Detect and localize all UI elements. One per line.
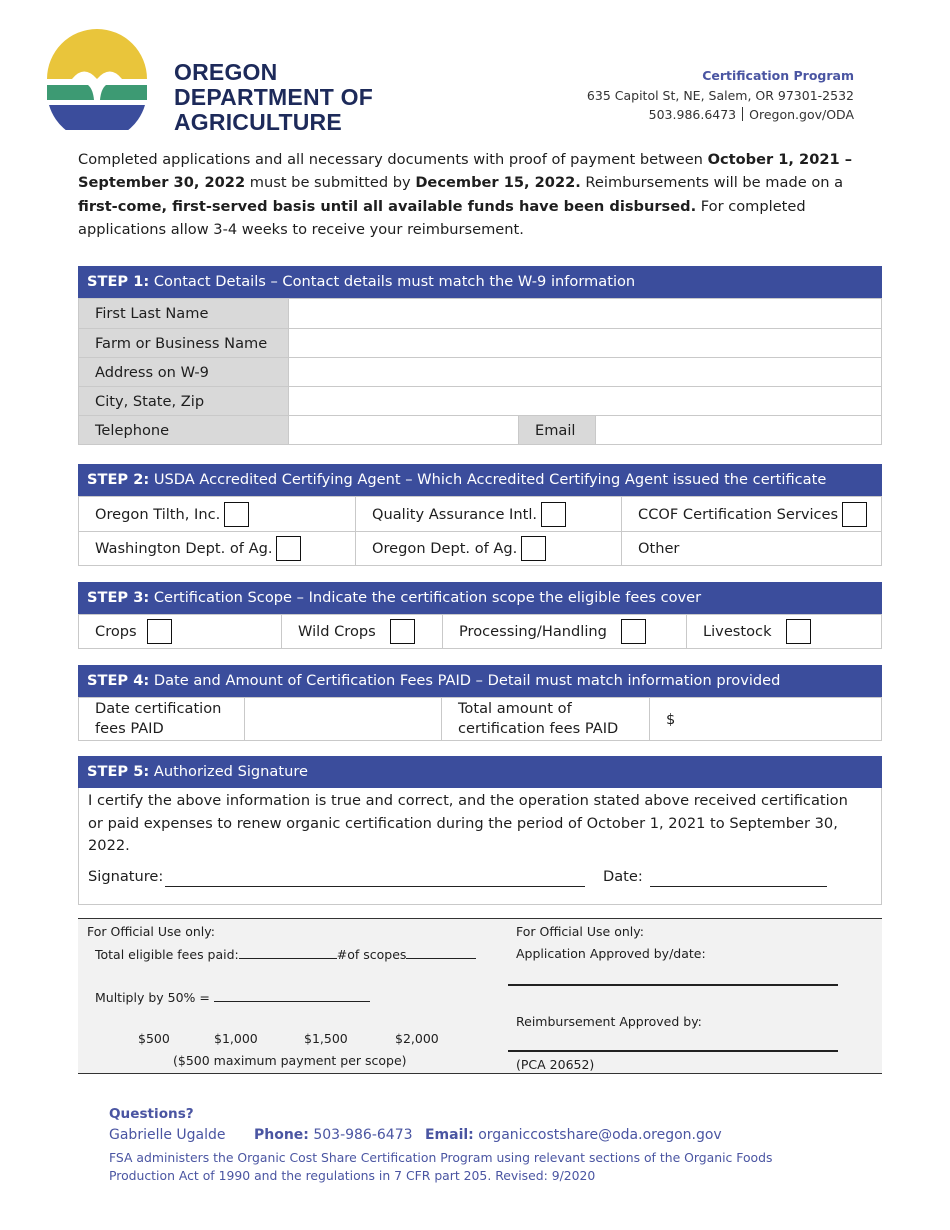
city-state-zip-field[interactable] bbox=[289, 387, 882, 416]
scope-table bbox=[78, 614, 882, 649]
date-paid-label-line1: Date certification bbox=[95, 700, 222, 717]
intro-text-3: Reimbursements will be made on a bbox=[580, 174, 844, 192]
official-right-title: For Official Use only: bbox=[516, 924, 644, 939]
agent-qai bbox=[356, 497, 622, 532]
app-approved-label: Application Approved by/date: bbox=[516, 946, 706, 961]
app-approved-line[interactable] bbox=[508, 984, 838, 986]
program-phone: 503.986.6473 bbox=[648, 107, 737, 122]
total-paid-field[interactable] bbox=[650, 698, 882, 741]
email-label: Email bbox=[519, 416, 596, 445]
org-line-3: AGRICULTURE bbox=[174, 109, 342, 135]
first-last-name-label: First Last Name bbox=[79, 299, 289, 329]
step4-number: STEP 4: bbox=[87, 672, 150, 689]
ccof-checkbox[interactable] bbox=[842, 502, 867, 527]
intro-paragraph bbox=[78, 148, 883, 241]
date-line[interactable] bbox=[650, 886, 827, 887]
agent-oregon-dept-label: Oregon Dept. of Ag. bbox=[372, 540, 518, 557]
program-website[interactable]: Oregon.gov/ODA bbox=[749, 107, 854, 122]
scope-livestock bbox=[687, 615, 882, 649]
scope-processing bbox=[443, 615, 687, 649]
official-use-section bbox=[78, 918, 882, 1074]
intro-text-2: must be submitted by bbox=[245, 174, 416, 192]
max-payment-note: ($500 maximum payment per scope) bbox=[173, 1053, 407, 1068]
total-paid-label-line1: Total amount of bbox=[458, 700, 572, 717]
step2-title: USDA Accredited Certifying Agent – Which Accredited Certifying Agent issued the certificate bbox=[149, 471, 827, 488]
total-paid-label-line2: certification fees PAID bbox=[458, 720, 619, 737]
scope-wild-crops bbox=[282, 615, 443, 649]
amount-1500: $1,500 bbox=[304, 1031, 348, 1046]
org-name bbox=[174, 60, 373, 135]
scope-processing-label: Processing/Handling bbox=[459, 623, 607, 640]
scopes-label: #of scopes bbox=[336, 947, 407, 962]
date-paid-label-line2: fees PAID bbox=[95, 720, 164, 737]
total-fees-row bbox=[95, 946, 476, 962]
org-line-2: DEPARTMENT OF bbox=[174, 84, 373, 110]
reimb-approved-label: Reimbursement Approved by: bbox=[516, 1014, 702, 1029]
amount-1000: $1,000 bbox=[214, 1031, 258, 1046]
step2-header bbox=[78, 464, 882, 496]
wild-crops-checkbox[interactable] bbox=[390, 619, 415, 644]
multiply-label: Multiply by 50% = bbox=[95, 990, 210, 1005]
agent-ccof-label: CCOF Certification Services bbox=[638, 505, 839, 523]
step3-number: STEP 3: bbox=[87, 589, 150, 606]
pca-code: (PCA 20652) bbox=[516, 1057, 595, 1072]
city-state-zip-label: City, State, Zip bbox=[79, 387, 289, 416]
telephone-label: Telephone bbox=[79, 416, 289, 445]
email-label-footer: Email: bbox=[424, 1127, 474, 1143]
total-paid-label bbox=[442, 698, 650, 741]
certify-statement: I certify the above information is true and correct, and the operation stated above received certification or paid expenses to renew organic certification during the period of October 1, 2021 to September 30, 2022. bbox=[88, 792, 848, 854]
intro-bold-2: December 15, 2022. bbox=[415, 174, 581, 192]
footer-note: FSA administers the Organic Cost Share Certification Program using relevant sections of the Organic Foods Production Act of 1990 and the regulations in 7 CFR part 205. Revised: 9/2020 bbox=[109, 1150, 773, 1183]
washington-checkbox[interactable] bbox=[276, 536, 301, 561]
scope-crops-label: Crops bbox=[95, 623, 137, 640]
questions-heading: Questions? bbox=[109, 1106, 194, 1122]
address-label: Address on W-9 bbox=[79, 358, 289, 387]
step5-section bbox=[78, 756, 882, 905]
qai-checkbox[interactable] bbox=[541, 502, 566, 527]
program-contact bbox=[587, 66, 854, 125]
step5-title: Authorized Signature bbox=[149, 763, 308, 780]
step3-section bbox=[78, 582, 882, 649]
contact-phone: 503-986-6473 bbox=[313, 1127, 413, 1143]
scope-crops bbox=[79, 615, 282, 649]
agent-other-label: Other bbox=[638, 540, 680, 557]
agent-oregon-tilth-label: Oregon Tilth, Inc. bbox=[95, 505, 221, 523]
step5-header bbox=[78, 756, 882, 788]
agent-washington bbox=[79, 532, 356, 566]
scopes-line[interactable] bbox=[406, 946, 476, 959]
program-address: 635 Capitol St, NE, Salem, OR 97301-2532 bbox=[586, 87, 854, 103]
step4-title: Date and Amount of Certification Fees PAID – Detail must match information provided bbox=[149, 672, 781, 689]
signature-line[interactable] bbox=[165, 886, 585, 887]
scope-livestock-label: Livestock bbox=[703, 623, 772, 640]
official-left-title: For Official Use only: bbox=[87, 924, 215, 939]
agent-table bbox=[78, 496, 882, 566]
total-fees-line[interactable] bbox=[239, 946, 337, 959]
oda-logo bbox=[44, 27, 150, 130]
divider bbox=[742, 107, 743, 121]
agent-ccof bbox=[622, 497, 882, 532]
multiply-line[interactable] bbox=[214, 989, 370, 1002]
crops-checkbox[interactable] bbox=[147, 619, 172, 644]
contact-line bbox=[109, 1127, 722, 1143]
contact-email[interactable]: organiccostshare@oda.oregon.gov bbox=[478, 1127, 722, 1143]
intro-bold-3: first-come, first-served basis until all available funds have been disbursed. bbox=[78, 197, 697, 215]
agent-qai-label: Quality Assurance Intl. bbox=[372, 505, 538, 523]
step5-number: STEP 5: bbox=[87, 763, 150, 780]
livestock-checkbox[interactable] bbox=[786, 619, 811, 644]
intro-text-1: Completed applications and all necessary documents with proof of payment between bbox=[78, 151, 708, 168]
contact-name: Gabrielle Ugalde bbox=[109, 1127, 226, 1143]
processing-checkbox[interactable] bbox=[621, 619, 646, 644]
agent-other[interactable] bbox=[622, 532, 882, 566]
amount-500: $500 bbox=[138, 1031, 170, 1046]
date-paid-field[interactable] bbox=[245, 698, 442, 741]
step2-number: STEP 2: bbox=[87, 471, 150, 488]
intro-text-4: For completed applications allow 3-4 weeks to receive your reimbursement. bbox=[78, 197, 806, 238]
total-fees-label: Total eligible fees paid: bbox=[95, 947, 239, 962]
intro-bold-1: October 1, 2021 – September 30, 2022 bbox=[78, 151, 853, 192]
step4-header bbox=[78, 665, 882, 697]
business-name-field[interactable] bbox=[289, 329, 882, 358]
step1-section bbox=[78, 266, 882, 445]
agent-washington-label: Washington Dept. of Ag. bbox=[95, 540, 273, 557]
address-field[interactable] bbox=[289, 358, 882, 387]
multiply-row bbox=[95, 989, 370, 1005]
signature-label: Signature: bbox=[88, 868, 164, 885]
telephone-field[interactable] bbox=[289, 416, 519, 445]
program-phone-web bbox=[587, 105, 854, 125]
fees-table bbox=[78, 697, 882, 741]
oregon-tilth-checkbox[interactable] bbox=[224, 502, 249, 527]
contact-table bbox=[78, 298, 882, 445]
date-label: Date: bbox=[603, 868, 643, 885]
step1-title: Contact Details – Contact details must match the W-9 information bbox=[149, 273, 636, 290]
oregon-dept-checkbox[interactable] bbox=[521, 536, 546, 561]
step3-header bbox=[78, 582, 882, 614]
step1-number: STEP 1: bbox=[87, 273, 150, 290]
amount-2000: $2,000 bbox=[395, 1031, 439, 1046]
phone-label: Phone: bbox=[253, 1127, 309, 1143]
signature-box bbox=[78, 788, 882, 905]
date-paid-label bbox=[79, 698, 245, 741]
reimb-approved-line[interactable] bbox=[508, 1050, 838, 1052]
step4-section bbox=[78, 665, 882, 741]
org-line-1: OREGON bbox=[174, 59, 278, 85]
scope-wild-crops-label: Wild Crops bbox=[298, 623, 376, 640]
email-field[interactable] bbox=[596, 416, 882, 445]
step3-title: Certification Scope – Indicate the certification scope the eligible fees cover bbox=[149, 589, 702, 606]
step1-header bbox=[78, 266, 882, 298]
agent-oregon-dept bbox=[356, 532, 622, 566]
currency-symbol: $ bbox=[666, 710, 676, 728]
program-title: Certification Program bbox=[702, 68, 854, 83]
step2-section bbox=[78, 464, 882, 566]
agent-oregon-tilth bbox=[79, 497, 356, 532]
first-last-name-field[interactable] bbox=[289, 299, 882, 329]
business-name-label: Farm or Business Name bbox=[79, 329, 289, 358]
